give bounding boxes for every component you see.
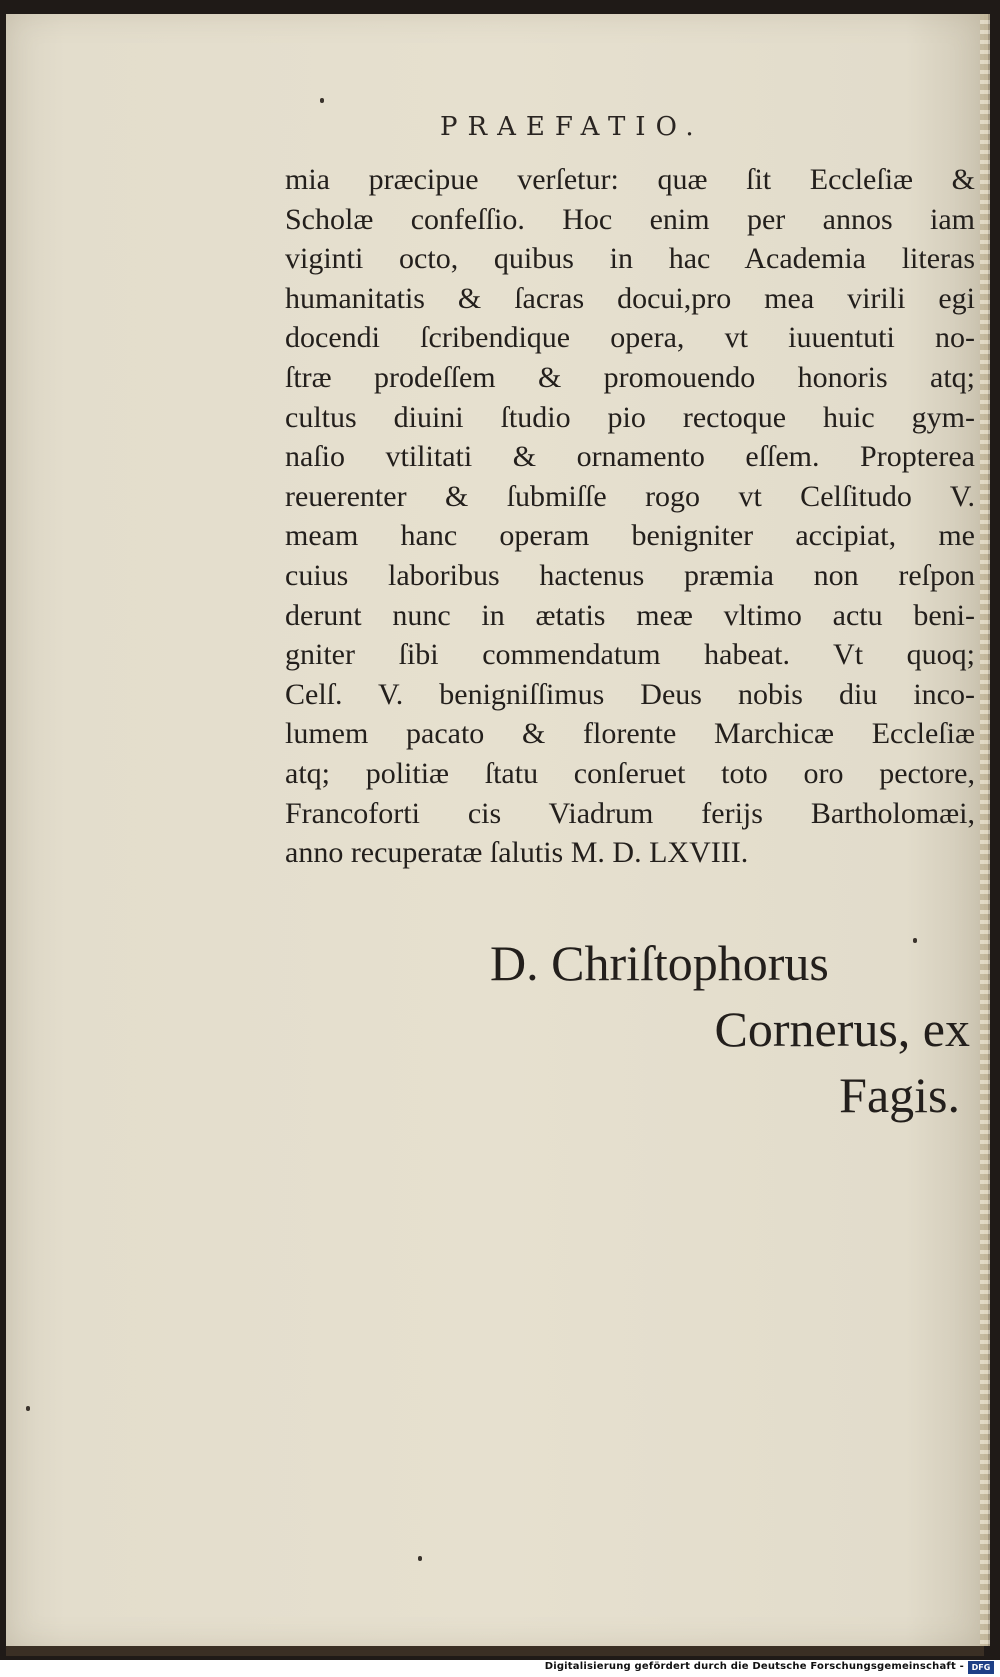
text-line: lumem pacato & florente Marchicæ Eccleſiæ [285,717,975,751]
text-line: gniter ſibi commendatum habeat. Vt quoq; [285,638,975,672]
signature-origin: Fagis. [839,1067,960,1123]
text-line: reuerenter & ſubmiſſe rogo vt Celſitudo V. [285,479,975,513]
digitization-footer [0,1660,1000,1677]
signature-block [280,930,970,1128]
running-head: PRAEFATIO. [440,112,704,142]
footer-credit: Digitalisierung gefördert durch die Deutsche Forschungsgemeinschaft - [544,1661,964,1672]
text-line: cultus diuini ſtudio pio rectoque huic gym- [285,400,975,434]
signature-name: D. Chriſtophorus [490,935,829,991]
text-line: derunt nunc in ætatis meæ vltimo actu beni- [285,598,975,632]
signature-surname: Cornerus, ex [714,1001,970,1057]
text-line: Francoforti cis Viadrum ferijs Bartholomæi, [285,796,975,830]
ink-speck [418,1556,422,1561]
page-fore-edge [980,14,990,1646]
text-line: ſtræ prodeſſem & promouendo honoris atq; [285,360,975,394]
text-line: Celſ. V. benigniſſimus Deus nobis diu inco- [285,677,975,711]
ink-speck [320,98,324,103]
text-line: viginti octo, quibus in hac Academia literas [285,242,975,276]
text-line: mia præcipue verſetur: quæ ſit Eccleſiæ & [285,163,975,196]
text-line: meam hanc operam benigniter accipiat, me [285,519,975,553]
page-bottom-edge [6,1646,984,1656]
body-text [285,160,975,873]
text-line: humanitatis & ſacras docui,pro mea virili egi [285,281,975,315]
text-line: atq; politiæ ſtatu conſeruet toto oro pectore, [285,756,975,790]
text-line: naſio vtilitati & ornamento eſſem. Propterea [285,440,975,474]
dfg-logo: DFG [968,1661,994,1674]
ink-speck [26,1406,30,1411]
text-line: docendi ſcribendique opera, vt iuuentuti no- [285,321,975,355]
text-line: Scholæ confeſſio. Hoc enim per annos iam [285,202,975,236]
ink-speck [913,938,917,943]
text-line: anno recuperatæ ſalutis M. D. LXVIII. [285,836,749,870]
text-line: cuius laboribus hactenus præmia non reſpon [285,558,975,592]
